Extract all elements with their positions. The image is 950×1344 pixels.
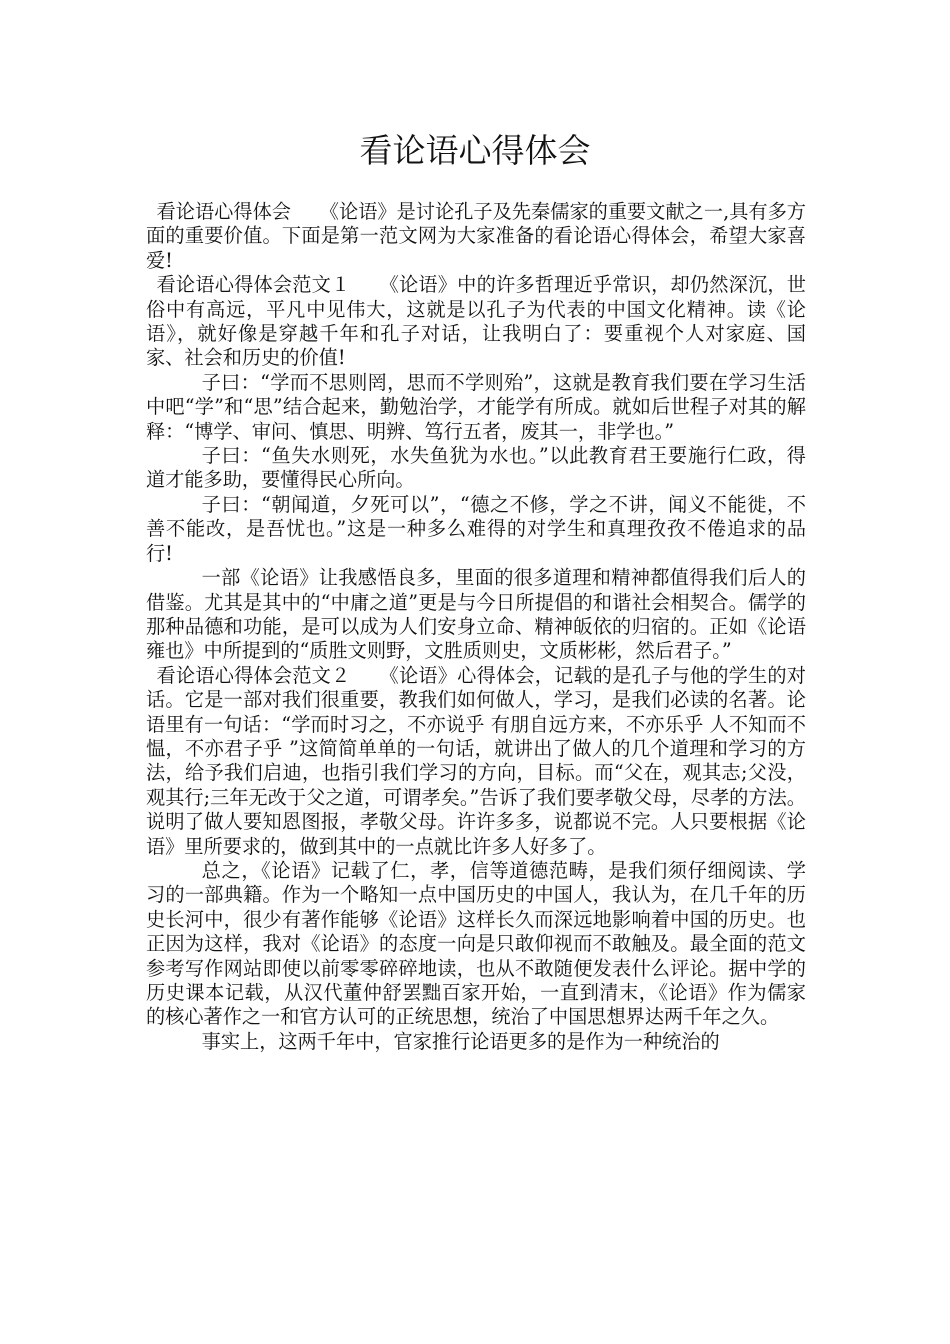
paragraph-reflection: 一部《论语》让我感悟良多，里面的很多道理和精神都值得我们后人的借鉴。尤其是其中的“中庸之道”更是与今日所提倡的和谐社会相契合。儒学的那种品德和功能，是可以成为人们安身立命、精神皈依的归宿的。正如《论语 雍也》中所提到的“质胜文则野，文胜质则史，文质彬彬，然后君子。”	[146, 566, 806, 663]
paragraph-intro: 看论语心得体会 《论语》是讨论孔子及先秦儒家的重要文献之一,具有多方面的重要价值。下面是第一范文网为大家准备的看论语心得体会，希望大家喜爱!	[146, 200, 806, 272]
paragraph-summary: 总之，《论语》记载了仁，孝，信等道德范畴，是我们须仔细阅读、学习的一部典籍。作为一个略知一点中国历史的中国人，我认为，在几千年的历史长河中，很少有著作能够《论语》这样长久而深远地影响着中国的历史。也正因为这样，我对《论语》的态度一向是只敢仰视而不敢触及。最全面的范文参考写作网站即使以前零零碎碎地读，也从不敢随便发表什么评论。据中学的历史课本记载，从汉代董仲舒罢黜百家开始，一直到清末，《论语》作为儒家的核心著作之一和官方认可的正统思想，统治了中国思想界达两千年之久。	[146, 858, 806, 1029]
paragraph-continuation: 事实上，这两千年中，官家推行论语更多的是作为一种统治的	[201, 1029, 720, 1053]
paragraph-quote-learning: 子曰：“学而不思则罔，思而不学则殆”，这就是教育我们要在学习生活中吧“学”和“思”结合起来，勤勉治学，才能学有所成。就如后世程子对其的解释：“博学、审问、慎思、明辨、笃行五者，废其一，非学也。”	[146, 370, 806, 443]
document-body	[146, 200, 806, 1054]
paragraph-quote-fish: 子曰：“鱼失水则死，水失鱼犹为水也。”以此教育君王要施行仁政，得道才能多助，要懂得民心所向。	[146, 444, 806, 492]
paragraph-essay-1-intro: 看论语心得体会范文１ 《论语》中的许多哲理近乎常识，却仍然深沉，世俗中有高远，平凡中见伟大，这就是以孔子为代表的中国文化精神。读《论语》，就好像是穿越千年和孔子对话，让我明白了：要重视个人对家庭、国家、社会和历史的价值!	[146, 273, 806, 370]
paragraph-quote-dao: 子曰：“朝闻道，夕死可以”，“德之不修，学之不讲，闻义不能徙，不善不能改，是吾忧也。”这是一种多么难得的对学生和真理孜孜不倦追求的品行!	[146, 492, 806, 565]
paragraph-essay-2: 看论语心得体会范文２ 《论语》心得体会，记载的是孔子与他的学生的对话。它是一部对我们很重要，教我们如何做人，学习，是我们必读的名著。论语里有一句话：“学而时习之，不亦说乎 有朋自远方来，不亦乐乎 人不知而不愠，不亦君子乎 ”这简简单单的一句话，就讲出了做人的几个道理和学习的方法，给予我们启迪，也指引我们学习的方向，目标。而“父在，观其志;父没，观其行;三年无改于父之道，可谓孝矣。”告诉了我们要孝敬父母，尽孝的方法。说明了做人要知恩图报，孝敬父母。许许多多，说都说不完。人只要根据《论语》里所要求的，做到其中的一点就比许多人好多了。	[146, 663, 806, 858]
document-title: 看论语心得体会	[359, 131, 591, 170]
